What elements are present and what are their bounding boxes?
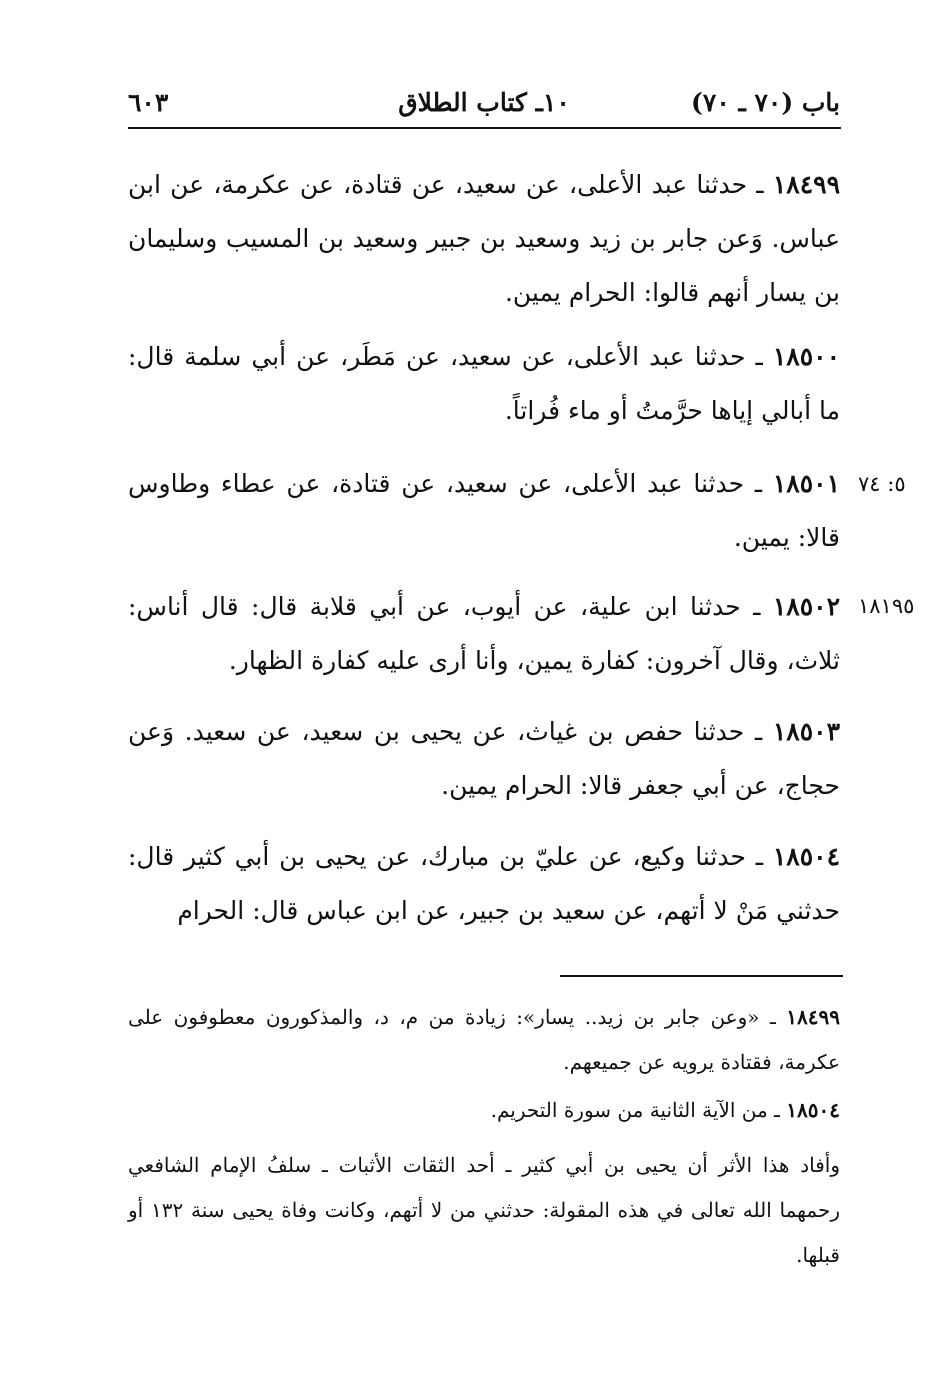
hadith-paragraph xyxy=(128,580,840,688)
footnote-text: ـ من الآية الثانية من سورة التحريم. xyxy=(490,1098,780,1122)
footnote xyxy=(128,1088,840,1133)
hadith-number: ١٨٥٠٣ xyxy=(772,717,840,746)
hadith-text: ـ حدثنا حفص بن غياث، عن يحيى بن سعيد، عن سعيد. وَعن حجاج، عن أبي جعفر قالا: الحرام يمين. xyxy=(128,717,840,800)
footnote-text: وأفاد هذا الأثر أن يحيى بن أبي كثير ـ أحد الثقات الأثبات ـ سلفُ الإمام الشافعي رحمهما الله تعالى في هذه المقولة: حدثني من لا أتهم، وكانت وفاة يحيى سنة ١٣٢ أو قبلها. xyxy=(128,1153,840,1267)
hadith-text: ـ حدثنا عبد الأعلى، عن سعيد، عن مَطَر، عن أبي سلمة قال: ما أبالي إياها حرَّمتُ أو ماء فُراتاً. xyxy=(128,342,840,425)
hadith-number: ١٨٥٠٢ xyxy=(772,592,840,621)
hadith-number: ١٨٥٠٤ xyxy=(772,842,841,871)
margin-reference: ١٨١٩٥ xyxy=(858,594,915,618)
footnote xyxy=(128,1143,840,1278)
book-title: ١٠ـ كتاب الطلاق xyxy=(398,88,570,117)
footnote-number: ١٨٤٩٩ xyxy=(786,1005,841,1029)
hadith-text: ـ حدثنا عبد الأعلى، عن سعيد، عن قتادة، عن عكرمة، عن ابن عباس. وَعن جابر بن زيد وسعيد بن جبير وسعيد بن المسيب وسليمان بن يسار أنهم قالوا: الحرام يمين. xyxy=(128,170,840,307)
footnote-text: ـ «وعن جابر بن زيد.. يسار»: زيادة من م، د، والمذكورون معطوفون على عكرمة، فقتادة يرويه عن جميعهم. xyxy=(128,1005,840,1074)
page-header xyxy=(128,88,840,124)
hadith-paragraph xyxy=(128,705,840,813)
hadith-text: ـ حدثنا عبد الأعلى، عن سعيد، عن قتادة، عن عطاء وطاوس قالا: يمين. xyxy=(128,469,840,552)
hadith-number: ١٨٤٩٩ xyxy=(772,170,840,199)
chapter-heading: باب (٧٠ ـ ٧٠) xyxy=(691,88,840,117)
margin-reference: ٥: ٧٤ xyxy=(858,472,906,496)
hadith-paragraph xyxy=(128,830,840,938)
hadith-number: ١٨٥٠٠ xyxy=(772,342,840,371)
hadith-text: ـ حدثنا وكيع، عن عليّ بن مبارك، عن يحيى بن أبي كثير قال: حدثني مَنْ لا أتهم، عن سعيد بن جبير، عن ابن عباس قال: الحرام xyxy=(128,842,840,925)
hadith-text: ـ حدثنا ابن علية، عن أيوب، عن أبي قلابة قال: قال أناس: ثلاث، وقال آخرون: كفارة يمين، وأنا أرى عليه كفارة الظهار. xyxy=(128,592,840,675)
footnote-divider xyxy=(560,975,843,977)
header-divider xyxy=(128,127,841,129)
footnote xyxy=(128,995,840,1085)
hadith-paragraph xyxy=(128,330,840,438)
footnote-number: ١٨٥٠٤ xyxy=(786,1098,840,1122)
hadith-paragraph xyxy=(128,457,840,565)
hadith-number: ١٨٥٠١ xyxy=(772,469,840,498)
page-number: ٦٠٣ xyxy=(128,88,169,117)
hadith-paragraph xyxy=(128,158,840,320)
